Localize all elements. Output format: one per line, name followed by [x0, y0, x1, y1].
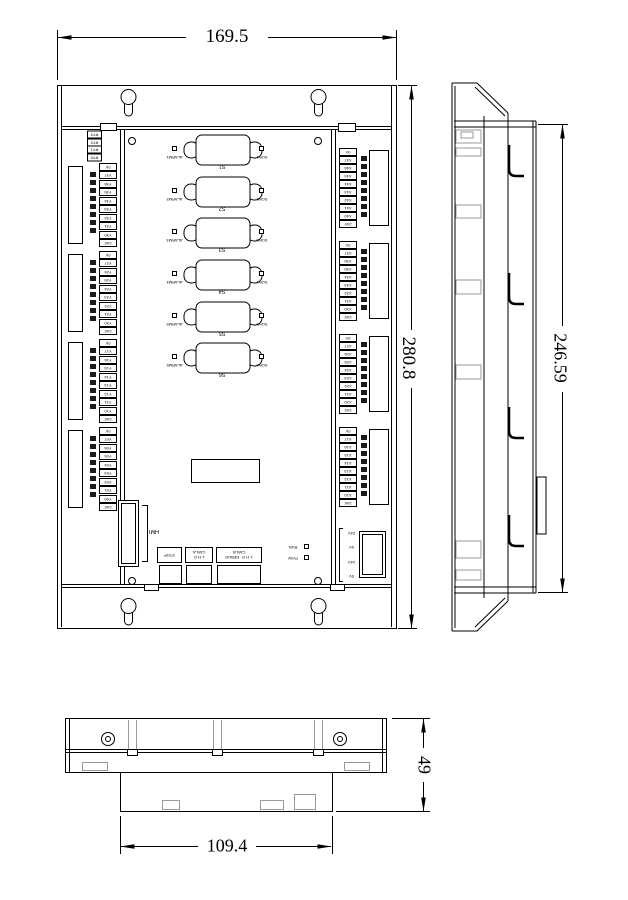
terminal-label: X10 [339, 491, 357, 499]
terminal-label: Y03 [99, 469, 117, 477]
terminal-label: 0V [99, 163, 117, 171]
terminal-label: Y04 [99, 461, 117, 469]
terminal-label: Y05 [99, 452, 117, 460]
terminal-label: X40 [339, 212, 357, 220]
relay-label: RY3 [87, 131, 102, 139]
son-led-label: SON3 [256, 238, 268, 244]
terminal-label: Y30 [99, 231, 117, 239]
terminal-label: Y26 [99, 268, 117, 276]
terminal-label: 0V [339, 334, 357, 342]
terminal-label: 0V [99, 427, 117, 435]
terminal-label: X44 [339, 180, 357, 188]
alarm-led-label: ALARM4 [166, 280, 183, 286]
terminal-label: Y35 [99, 188, 117, 196]
alarm-led-label: ALARM3 [166, 238, 183, 244]
terminal-label: Y36 [99, 180, 117, 188]
terminal-label: X21 [339, 390, 357, 398]
power-terminal-label: 24V [347, 559, 356, 565]
dim-mount-height: 246.59 [550, 330, 571, 386]
dim-overall-width: 169.5 [203, 26, 252, 48]
power-terminal-label: 24V [347, 531, 356, 536]
terminal-label: X31 [339, 297, 357, 305]
terminal-label: 24V [339, 406, 357, 414]
terminal-label: X45 [339, 172, 357, 180]
terminal-label: Y22 [99, 302, 117, 310]
terminal-label: Y13 [99, 381, 117, 389]
alarm-led-label: ALARM6 [166, 363, 183, 369]
terminal-label: 24V [339, 220, 357, 228]
terminal-label: 0V [339, 241, 357, 249]
stop-port-label: STOP [164, 552, 175, 558]
son-led-label: SON4 [256, 280, 268, 286]
terminal-label: X14 [339, 459, 357, 467]
debug-label: DEBUG [225, 555, 240, 560]
terminal-label: Y16 [99, 356, 117, 364]
terminal-label: Y24 [99, 285, 117, 293]
son-led-label: SON6 [256, 363, 268, 369]
terminal-label: Y11 [99, 398, 117, 406]
can-a-label: CAN-A [192, 550, 206, 555]
connector-id-label: S6 [218, 371, 226, 378]
hmi-port-label: HMI [148, 528, 160, 534]
terminal-label: Y27 [99, 259, 117, 267]
terminal-label: Y02 [99, 478, 117, 486]
terminal-label: X37 [339, 249, 357, 257]
run-led-label: RUN [288, 545, 298, 550]
terminal-label: X26 [339, 350, 357, 358]
connector-id-label: S3 [218, 246, 226, 253]
terminal-label: X41 [339, 204, 357, 212]
dim-depth: 49 [414, 753, 435, 777]
power-terminal-label: 0V [349, 545, 354, 551]
terminal-label: 24V [339, 499, 357, 507]
terminal-label: Y14 [99, 373, 117, 381]
terminal-label: Y31 [99, 222, 117, 230]
dim-base-width: 109.4 [204, 836, 251, 857]
terminal-label: X33 [339, 281, 357, 289]
terminal-label: Y06 [99, 444, 117, 452]
terminal-label: Y12 [99, 390, 117, 398]
terminal-label: 24V [99, 503, 117, 511]
connector-id-label: S5 [218, 329, 226, 336]
terminal-label: Y01 [99, 486, 117, 494]
terminal-label: 0V [99, 339, 117, 347]
can-b-label: CAN-B [232, 550, 246, 555]
terminal-label: X16 [339, 443, 357, 451]
relay-label: RY0 [87, 154, 102, 162]
terminal-label: X12 [339, 475, 357, 483]
terminal-label: X34 [339, 273, 357, 281]
terminal-label: Y17 [99, 347, 117, 355]
son-led-label: SON5 [256, 321, 268, 327]
terminal-label: X23 [339, 374, 357, 382]
pow-led-label: POW [288, 556, 298, 561]
can-a-pins-label: L H G [193, 555, 205, 560]
terminal-label: X30 [339, 305, 357, 313]
terminal-label: X24 [339, 366, 357, 374]
can-b-pins-label: L H G [242, 555, 253, 560]
terminal-label: Y34 [99, 197, 117, 205]
terminal-label: Y23 [99, 293, 117, 301]
terminal-label: 0V [99, 251, 117, 259]
terminal-label: Y32 [99, 214, 117, 222]
terminal-label: X25 [339, 358, 357, 366]
terminal-label: Y37 [99, 171, 117, 179]
connector-id-label: S1 [218, 163, 226, 169]
son-led-label: SON2 [256, 196, 268, 202]
terminal-label: Y21 [99, 310, 117, 318]
terminal-label: Y15 [99, 364, 117, 372]
terminal-label: X15 [339, 451, 357, 459]
relay-label: RY2 [87, 139, 102, 147]
terminal-label: Y25 [99, 276, 117, 284]
terminal-label: X13 [339, 467, 357, 475]
terminal-label: X20 [339, 398, 357, 406]
alarm-led-label: ALARM5 [166, 321, 183, 327]
terminal-label: X22 [339, 382, 357, 390]
terminal-label: 0V [339, 427, 357, 435]
terminal-label: X43 [339, 188, 357, 196]
terminal-label: Y00 [99, 495, 117, 503]
terminal-label: Y20 [99, 319, 117, 327]
alarm-led-label: ALARM2 [166, 196, 183, 202]
terminal-label: X46 [339, 164, 357, 172]
terminal-label: X35 [339, 265, 357, 273]
terminal-label: Y07 [99, 435, 117, 443]
terminal-label: Y33 [99, 205, 117, 213]
terminal-label: X27 [339, 342, 357, 350]
terminal-label: X17 [339, 435, 357, 443]
dim-overall-height: 280.8 [397, 334, 419, 383]
terminal-label: X42 [339, 196, 357, 204]
relay-label: RY1 [87, 146, 102, 154]
terminal-label: 24V [339, 313, 357, 321]
son-led-label: SON1 [256, 155, 268, 160]
terminal-label: X36 [339, 257, 357, 265]
terminal-label: X32 [339, 289, 357, 297]
terminal-label: X47 [339, 156, 357, 164]
connector-id-label: S4 [218, 288, 226, 295]
terminal-label: 24V [99, 327, 117, 335]
connector-id-label: S2 [218, 204, 226, 211]
terminal-label: Y10 [99, 407, 117, 415]
power-terminal-label: 0V [349, 573, 354, 579]
terminal-label: 0V [339, 148, 357, 156]
terminal-label: 24V [99, 239, 117, 247]
terminal-label: 24V [99, 415, 117, 423]
terminal-label: X11 [339, 483, 357, 491]
alarm-led-label: ALARM1 [166, 155, 183, 160]
